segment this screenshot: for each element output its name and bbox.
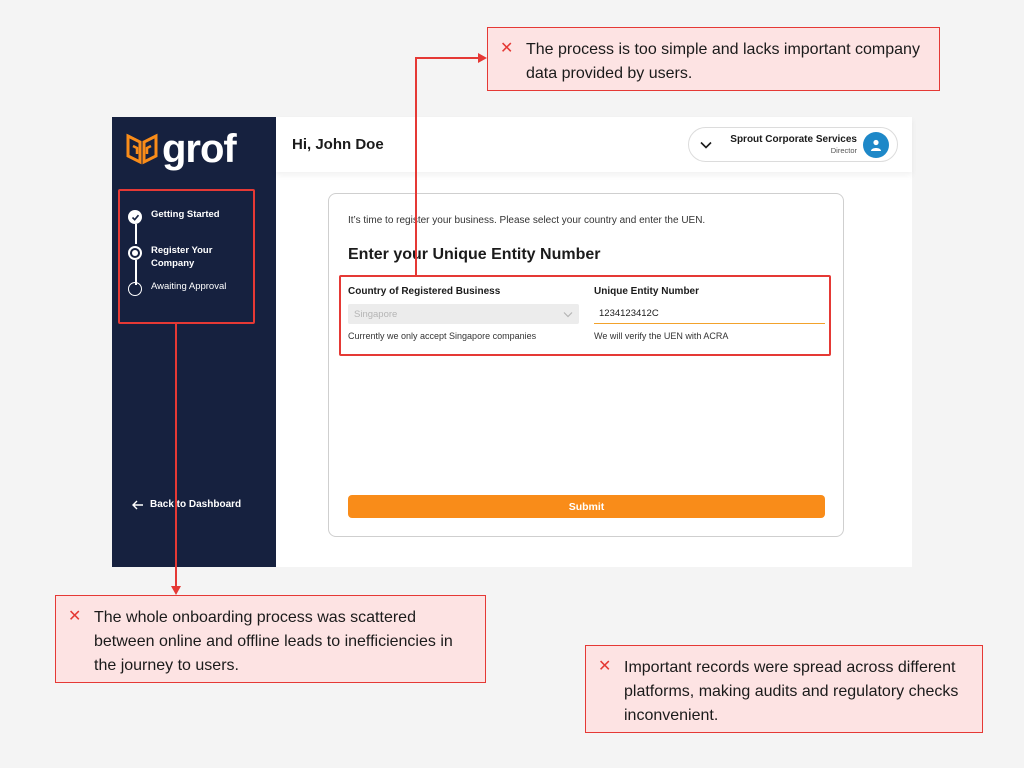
back-label: Back to Dashboard [150,499,242,510]
step-label: Getting Started [151,209,220,220]
back-to-dashboard-link[interactable] [132,499,241,510]
arrow-left-icon [132,500,144,510]
user-icon [869,138,883,152]
greeting: Hi, John Doe [292,136,384,153]
uen-help: We will verify the UEN with ACRA [594,331,729,341]
annotation-text: The process is too simple and lacks important company data provided by users. [526,41,920,82]
form-fields-highlight [339,275,831,356]
intro-text: It’s time to register your business. Please select your country and enter the UEN. [348,215,706,226]
annotation-text: The whole onboarding process was scattered between online and offline leads to inefficiencies in the journey to users. [94,609,453,674]
logo-text: grof [162,127,236,171]
card-title: Enter your Unique Entity Number [348,246,601,263]
top-header [276,117,912,172]
step-label: Register Your Company [151,245,213,269]
avatar[interactable] [863,132,889,158]
account-switcher[interactable] [688,127,898,162]
annotation-process-too-simple [487,27,940,91]
sidebar [112,117,276,567]
steps-highlight [118,189,255,324]
grof-logo[interactable] [126,127,236,171]
country-help: Currently we only accept Singapore companies [348,331,537,341]
grof-logo-icon [126,132,158,166]
submit-button[interactable]: Submit [348,495,825,518]
annotation-text: Important records were spread across different platforms, making audits and regulatory checks inconvenient. [624,659,959,724]
country-value: Singapore [354,308,398,320]
country-label: Country of Registered Business [348,286,501,297]
account-role: Director [830,146,857,155]
close-icon: ✕ [598,658,612,675]
close-icon: ✕ [500,40,514,57]
annotation-records-spread [585,645,983,733]
annotation-scattered-onboarding [55,595,486,683]
close-icon: ✕ [68,608,82,625]
account-info [730,134,857,155]
uen-label: Unique Entity Number [594,286,700,297]
registration-card [328,193,844,537]
account-company: Sprout Corporate Services [730,134,857,145]
chevron-down-icon [699,140,713,150]
step-label: Awaiting Approval [151,281,227,292]
